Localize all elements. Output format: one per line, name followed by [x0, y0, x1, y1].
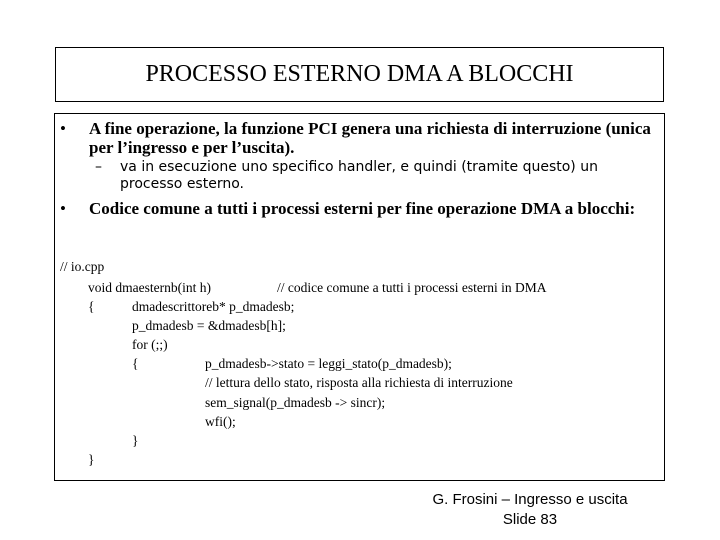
sub-bullet-1-text: va in esecuzione uno specifico handler, e quindi (tramite questo) un processo esterno.: [120, 159, 598, 192]
code-line-10: }: [132, 433, 139, 448]
bullet-marker: •: [60, 199, 66, 218]
code-line-3a: {: [88, 299, 95, 314]
bullet-2-text: Codice comune a tutti i processi esterni per fine operazione DMA a blocchi:: [89, 199, 636, 218]
code-line-6a: {: [132, 356, 139, 371]
slide-title: PROCESSO ESTERNO DMA A BLOCCHI: [145, 61, 574, 87]
code-line-9: wfi();: [205, 414, 236, 429]
code-line-2a: void dmaesternb(int h): [88, 280, 211, 295]
code-line-3b: dmadescrittoreb* p_dmadesb;: [132, 299, 295, 314]
slide-title-box: [55, 47, 664, 102]
code-line-11: }: [88, 452, 95, 467]
footer-author: G. Frosini – Ingresso e uscita: [432, 491, 628, 508]
sub-bullet-marker: –: [95, 159, 102, 175]
code-line-7: // lettura dello stato, risposta alla richiesta di interruzione: [205, 375, 513, 390]
code-line-6b: p_dmadesb->stato = leggi_stato(p_dmadesb);: [205, 356, 452, 371]
bullet-marker: •: [60, 119, 66, 138]
content-box: [54, 113, 665, 481]
code-line-4: p_dmadesb = &dmadesb[h];: [132, 318, 286, 333]
footer-slide-number: Slide 83: [502, 511, 558, 528]
code-line-1: // io.cpp: [60, 259, 105, 274]
code-line-8: sem_signal(p_dmadesb -> sincr);: [205, 395, 386, 410]
code-line-5: for (;;): [132, 337, 168, 352]
code-line-2b: // codice comune a tutti i processi esterni in DMA: [277, 280, 547, 295]
bullet-1-text: A fine operazione, la funzione PCI genera una richiesta di interruzione (unica per l’ingresso e per l’uscita).: [89, 119, 651, 157]
